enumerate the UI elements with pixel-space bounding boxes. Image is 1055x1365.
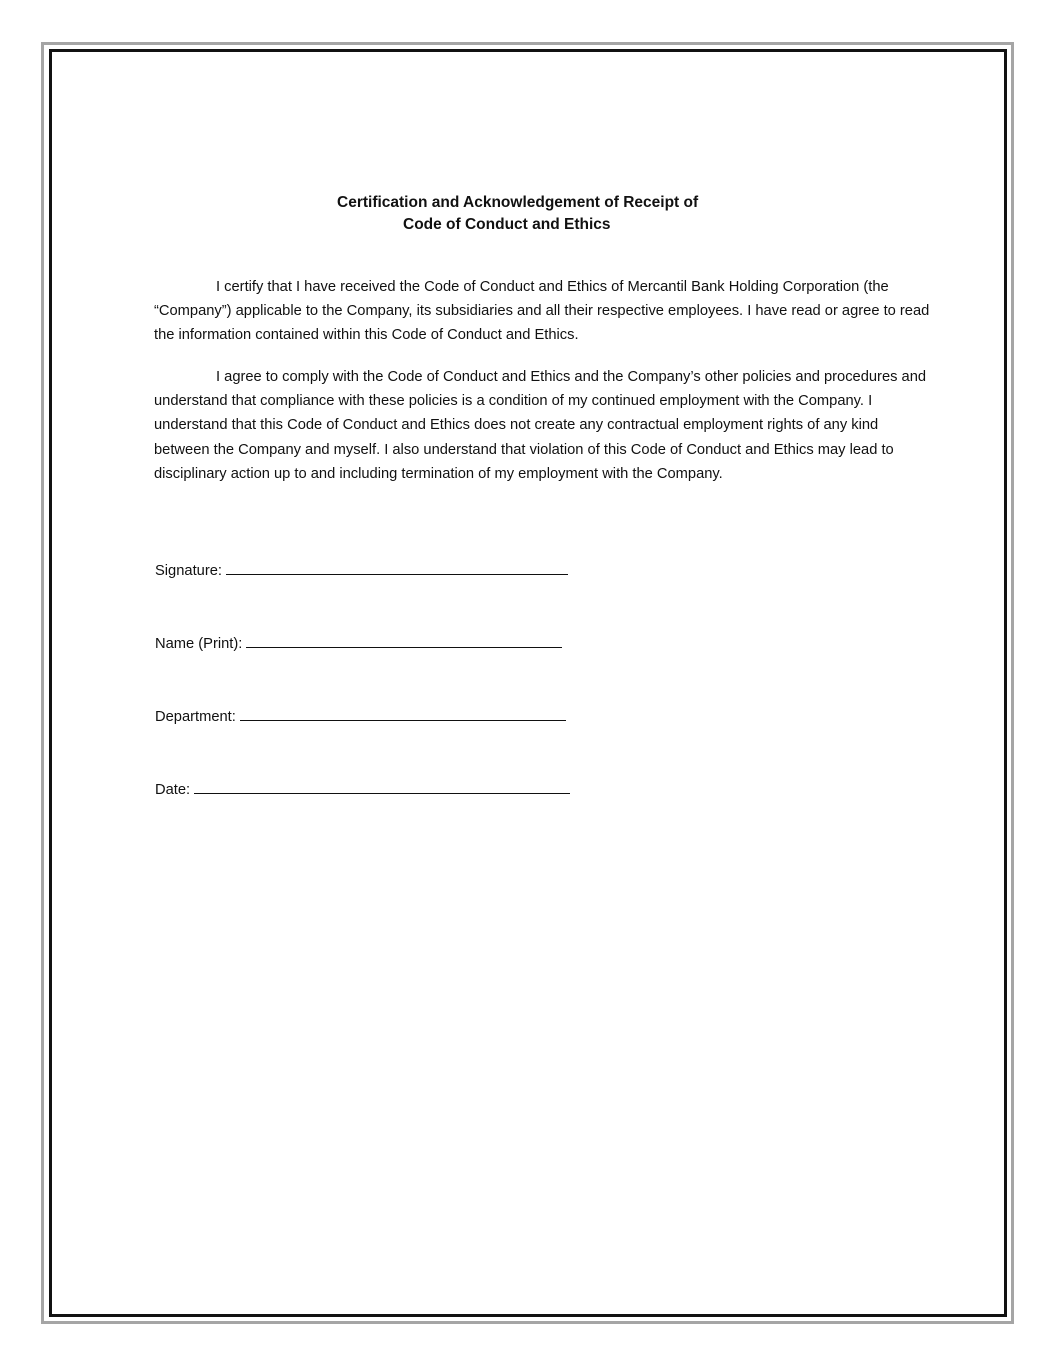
name-print-line[interactable] (246, 633, 562, 648)
department-label: Department: (155, 709, 236, 725)
signature-field[interactable] (155, 560, 568, 582)
signature-label: Signature: (155, 563, 222, 579)
document-title-line-2: Code of Conduct and Ethics (403, 216, 611, 233)
date-label: Date: (155, 782, 191, 798)
department-line[interactable] (240, 706, 566, 721)
paragraph-certify: I certify that I have received the Code of Conduct and Ethics of Mercantil Bank Holding Corporation (the “Company”) applicable to the Company, its subsidiaries and all their respective employees. I have read or agree to read the information contained within this Code of Conduct and Ethics. (154, 279, 930, 344)
paragraph-agree: I agree to comply with the Code of Conduct and Ethics and the Company’s other policies and procedures and understand that compliance with these policies is a condition of my continued employment with the Company. I understand that this Code of Conduct and Ethics does not create any contractual employment rights of any kind between the Company and myself. I also understand that violation of this Code of Conduct and Ethics may lead to disciplinary action up to and including termination of my employment with the Company. (154, 369, 927, 482)
document-title-line-1: Certification and Acknowledgement of Receipt of (337, 194, 699, 211)
name-print-field[interactable] (155, 633, 562, 655)
name-print-label: Name (Print): (155, 636, 243, 652)
signature-line[interactable] (226, 560, 568, 575)
department-field[interactable] (155, 706, 566, 728)
date-field[interactable] (155, 779, 570, 801)
page-border-inner (49, 49, 1007, 1317)
date-line[interactable] (194, 779, 570, 794)
